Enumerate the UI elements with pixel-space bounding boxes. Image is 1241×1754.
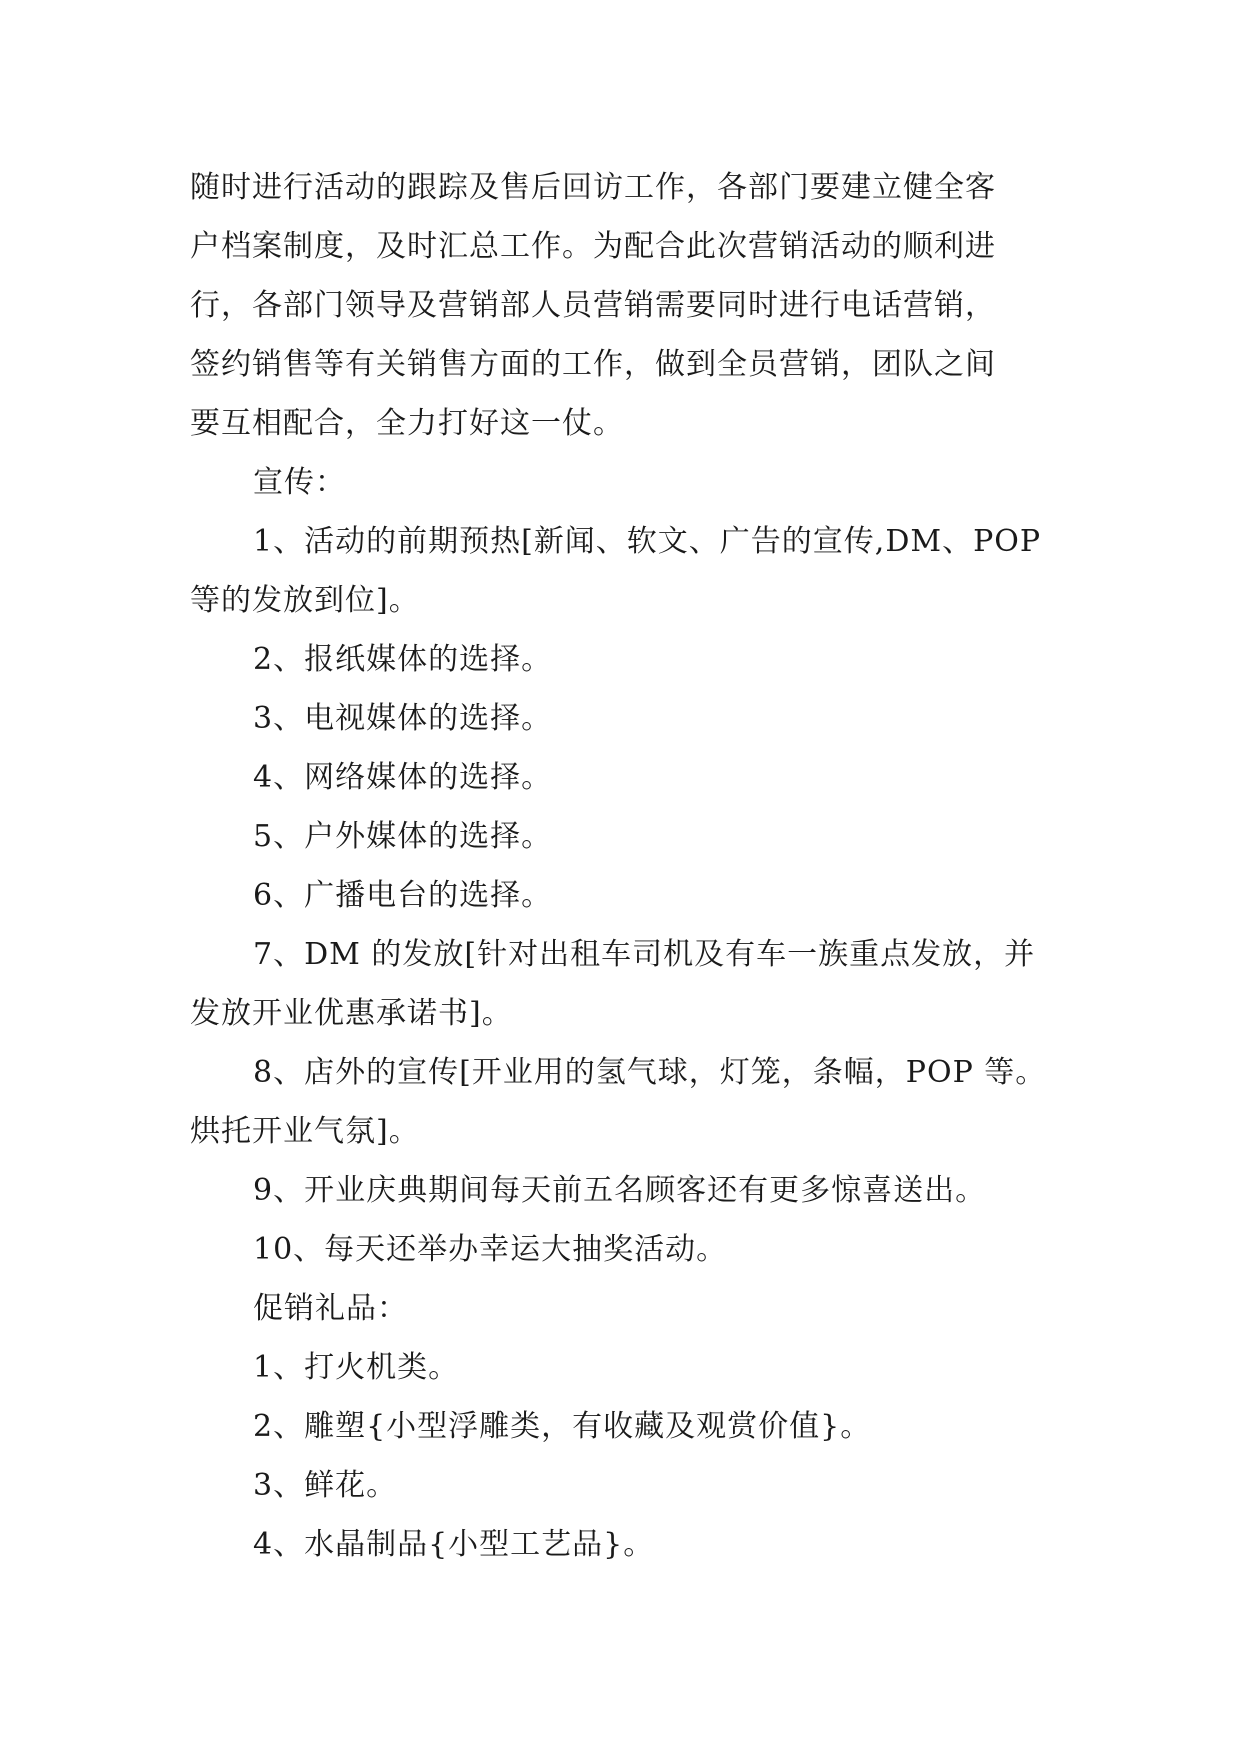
list-item-continuation: 等的发放到位]。 xyxy=(190,583,420,618)
list-item: 9、开业庆典期间每天前五名顾客还有更多惊喜送出。 xyxy=(253,1173,987,1208)
list-item: 7、DM 的发放[针对出租车司机及有车一族重点发放，并 xyxy=(253,937,1036,972)
list-item: 1、打火机类。 xyxy=(253,1350,460,1385)
text-line: 签约销售等有关销售方面的工作，做到全员营销，团队之间 xyxy=(190,347,996,382)
list-item: 1、活动的前期预热[新闻、软文、广告的宣传,DM、POP xyxy=(253,524,1042,559)
list-item: 2、雕塑{小型浮雕类，有收藏及观赏价值}。 xyxy=(253,1409,872,1444)
text-line: 行，各部门领导及营销部人员营销需要同时进行电话营销， xyxy=(190,288,996,323)
section-heading-publicity: 宣传： xyxy=(253,465,346,500)
list-item-continuation: 烘托开业气氛]。 xyxy=(190,1114,420,1149)
list-item: 4、网络媒体的选择。 xyxy=(253,760,553,795)
document-page xyxy=(190,158,1070,1574)
section-heading-gifts: 促销礼品： xyxy=(253,1291,408,1326)
list-item: 3、鲜花。 xyxy=(253,1468,398,1503)
list-item: 5、户外媒体的选择。 xyxy=(253,819,553,854)
list-item: 10、每天还举办幸运大抽奖活动。 xyxy=(253,1232,728,1267)
list-item: 8、店外的宣传[开业用的氢气球，灯笼，条幅，POP 等。 xyxy=(253,1055,1047,1090)
list-item: 6、广播电台的选择。 xyxy=(253,878,553,913)
list-item: 2、报纸媒体的选择。 xyxy=(253,642,553,677)
text-line: 户档案制度，及时汇总工作。为配合此次营销活动的顺利进 xyxy=(190,229,996,264)
list-item: 3、电视媒体的选择。 xyxy=(253,701,553,736)
text-line: 要互相配合，全力打好这一仗。 xyxy=(190,406,624,441)
list-item: 4、水晶制品{小型工艺品}。 xyxy=(253,1527,655,1562)
list-item-continuation: 发放开业优惠承诺书]。 xyxy=(190,996,513,1031)
text-line: 随时进行活动的跟踪及售后回访工作，各部门要建立健全客 xyxy=(190,170,996,205)
